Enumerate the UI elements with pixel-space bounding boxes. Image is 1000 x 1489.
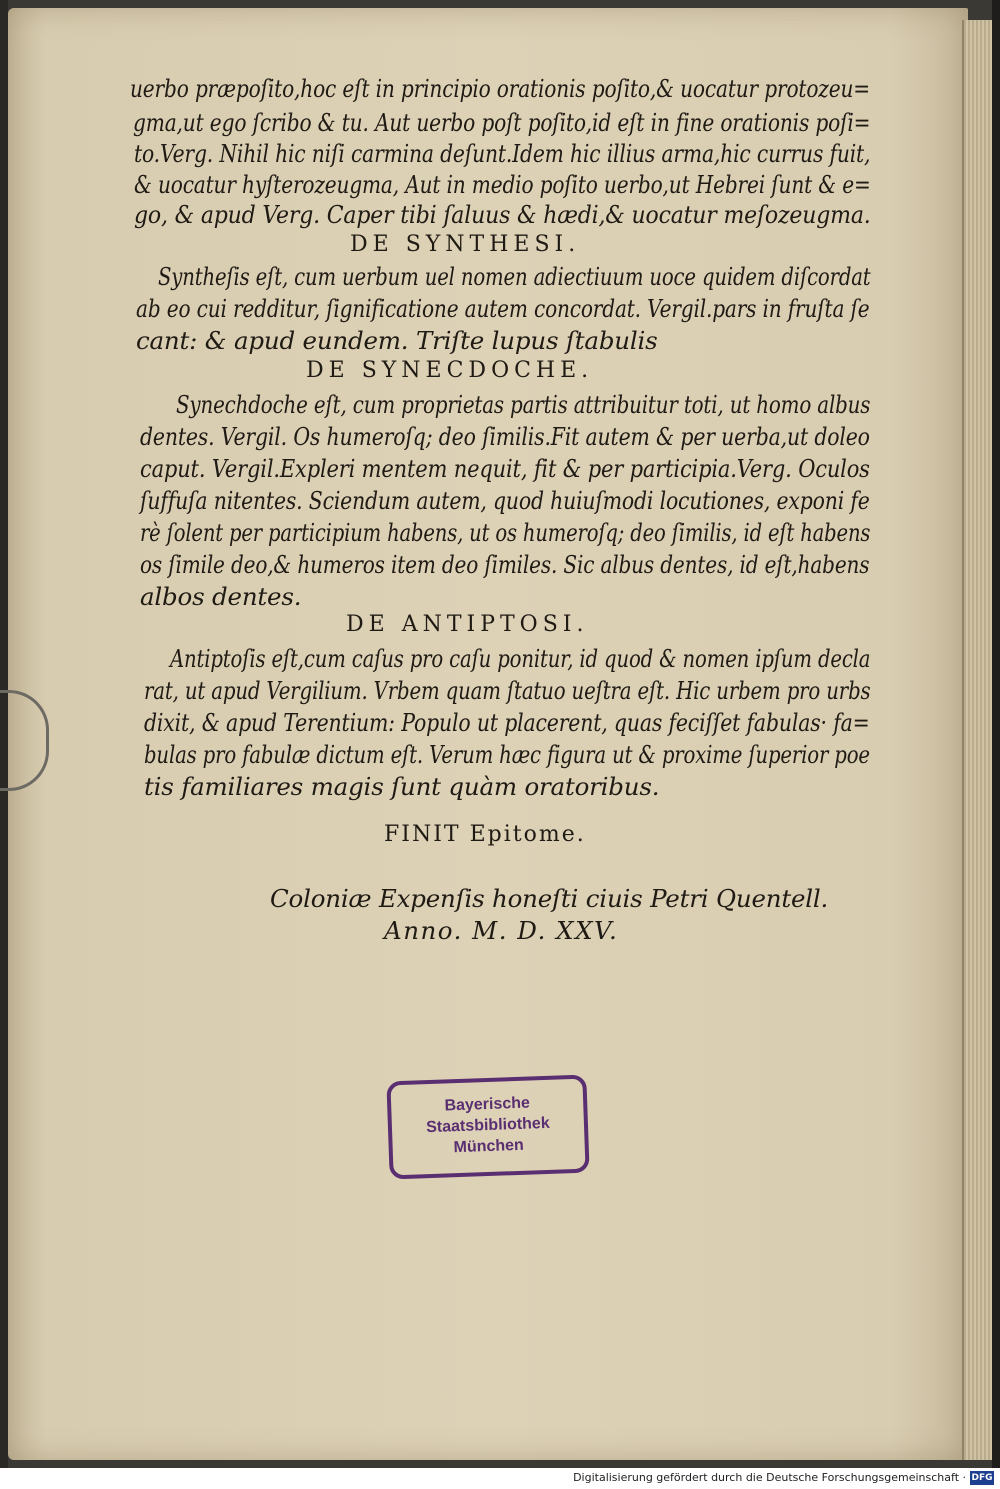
text-line: dixit, & apud Terentium: Populo ut placerent, quas feciſſet fabulas· fa= <box>144 708 870 737</box>
text-line: os ſimile deo,& humeros item deo ſimiles. Sic albus dentes, id eſt,habens <box>140 550 870 579</box>
stamp-line: Staatsbibliothek <box>425 1114 550 1137</box>
text-line: & uocatur hyſterozeugma, Aut in medio poſito uerbo,ut Hebrei ſunt & e= <box>134 170 871 199</box>
funding-notice: Digitalisierung gefördert durch die Deutsche Forschungsgemeinschaft · <box>573 1471 966 1484</box>
library-stamp <box>386 1075 589 1180</box>
text-line: ſuffuſa nitentes. Sciendum autem, quod huiuſmodi locutiones, exponi fe <box>140 486 870 515</box>
text-line: rat, ut apud Vergilium. Vrbem quam ſtatuo ueſtra eſt. Hic urbem pro urbs <box>144 676 871 705</box>
dfg-logo: DFG <box>971 1473 993 1483</box>
colophon-finit: FINIT Epitome. <box>384 822 586 847</box>
stamp-line: Bayerische <box>444 1094 531 1115</box>
section-heading: DE ANTIPTOSI. <box>346 612 589 637</box>
colophon-date: Anno. M. D. XXV. <box>384 916 619 945</box>
text-line: caput. Vergil.Expleri mentem nequit, fit & per participia.Verg. Oculos <box>140 454 870 483</box>
text-line: Synechdoche eſt, cum proprietas partis attribuitur toti, ut homo albus <box>176 390 871 419</box>
text-line: cant: & apud eundem. Triſte lupus ſtabulis <box>136 326 658 355</box>
text-line: Antiptoſis eſt,cum caſus pro caſu ponitur, id quod & nomen ipſum decla <box>170 644 871 673</box>
text-line: albos dentes. <box>140 582 302 611</box>
text-line: dentes. Vergil. Os humeroſq; deo ſimilis.Fit autem & per uerba,ut doleo <box>140 422 870 451</box>
text-line: tis familiares magis ſunt quàm oratoribus. <box>144 772 660 801</box>
text-line: bulas pro fabulæ dictum eſt. Verum hæc figura ut & proxime ſuperior poe <box>144 740 870 769</box>
colophon-imprint: Coloniæ Expenſis honeſti ciuis Petri Quentell. <box>270 884 829 913</box>
text-line: uerbo præpoſito,hoc eſt in principio orationis poſito,& uocatur protozeu= <box>130 74 871 103</box>
text-line: Syntheſis eſt, cum uerbum uel nomen adiectiuum uoce quidem diſcordat <box>158 262 871 291</box>
section-heading: DE SYNTHESI. <box>350 232 581 257</box>
section-heading: DE SYNECDOCHE. <box>306 358 594 383</box>
text-line: ab eo cui redditur, ſignificatione autem concordat. Vergil.pars in fruſta ſe <box>136 294 870 323</box>
stamp-line: München <box>453 1136 525 1157</box>
text-line: go, & apud Verg. Caper tibi ſaluus & hædi,& uocatur meſozeugma. <box>134 200 871 229</box>
text-line: rè ſolent per participium habens, ut os humeroſq; deo ſimilis, id eſt habens <box>140 518 871 547</box>
text-line: to.Verg. Nihil hic niſi carmina deſunt.Idem hic illius arma,hic currus fuit, <box>134 139 871 168</box>
text-line: gma,ut ego ſcribo & tu. Aut uerbo poſt poſito,id eſt in fine orationis poſi= <box>133 108 871 137</box>
footer-bar <box>0 1468 1000 1489</box>
